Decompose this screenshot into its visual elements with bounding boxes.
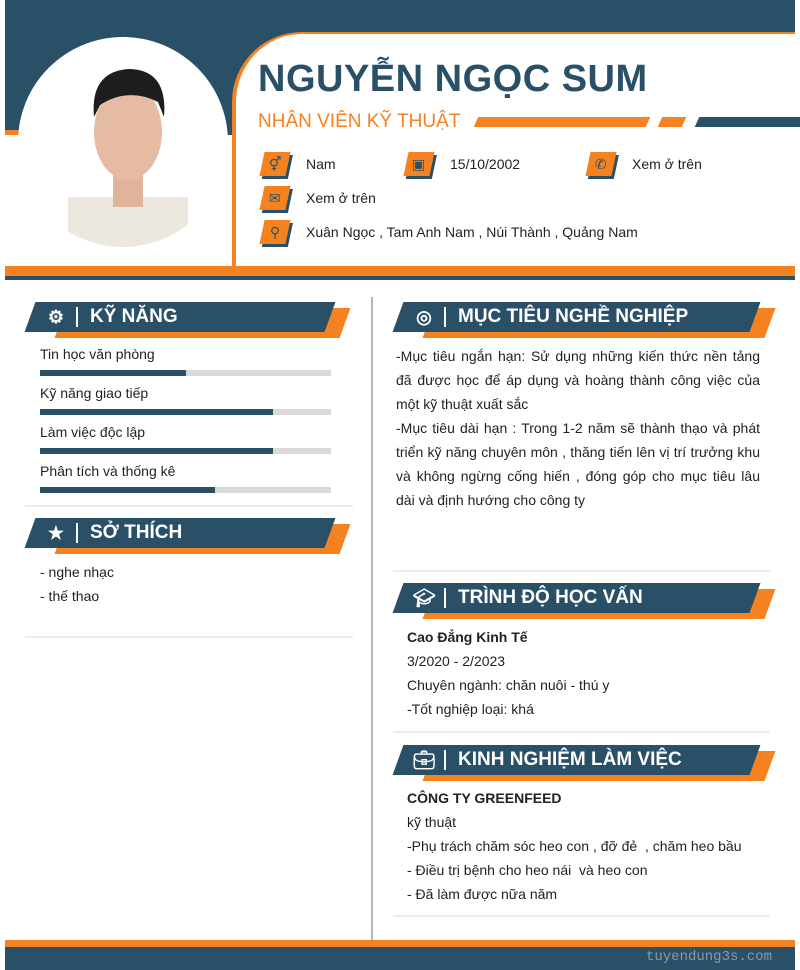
short-term-goal: -Mục tiêu ngắn hạn: Sử dụng những kiến thức nền tảng đã được học để áp dụng và hoàng thành công việc của một kỹ thuật xuất sắc bbox=[396, 348, 760, 412]
avatar bbox=[18, 37, 228, 247]
education-grade: -Tốt nghiệp loại: khá bbox=[407, 701, 534, 717]
phone-icon: ✆ bbox=[585, 152, 616, 176]
skill-progress-bar bbox=[40, 448, 331, 454]
address-info bbox=[262, 220, 638, 244]
skill-item bbox=[40, 424, 331, 454]
location-pin-icon: ⚲ bbox=[259, 220, 290, 244]
gender-value: Nam bbox=[306, 156, 336, 172]
experience-line: - Đã làm được nữa năm bbox=[407, 886, 558, 902]
phone-info bbox=[588, 152, 702, 176]
hobby-item: - thế thao bbox=[40, 588, 100, 604]
long-term-goal: -Mục tiêu dài hạn : Trong 1-2 năm sẽ thành thạo và phát triển kỹ năng chuyên môn , thăng tiến lên vị trí trưởng khu và không ngừng cống hiến , đóng góp cho mục tiêu lâu dài và định hướng cho công ty bbox=[396, 420, 760, 508]
gender-info bbox=[262, 152, 336, 176]
section-title: TRÌNH ĐỘ HỌC VẤN bbox=[458, 587, 643, 608]
skill-progress-fill bbox=[40, 487, 215, 493]
education-period: 3/2020 - 2/2023 bbox=[407, 653, 506, 669]
briefcase-icon: 💼︎ bbox=[412, 749, 436, 770]
skill-progress-bar bbox=[40, 487, 331, 493]
phone-value: Xem ở trên bbox=[632, 156, 702, 172]
hobby-item: - nghe nhạc bbox=[40, 564, 114, 580]
decor-stripe bbox=[474, 117, 651, 127]
target-icon: ◎ bbox=[416, 306, 432, 327]
column-divider bbox=[371, 297, 373, 945]
candidate-name: NGUYỄN NGỌC SUM bbox=[258, 58, 648, 100]
watermark: tuyendung3s.com bbox=[645, 949, 772, 965]
section-header-objective bbox=[398, 302, 770, 338]
skill-label: Tin học văn phòng bbox=[40, 346, 155, 362]
gear-icon: ⚙ bbox=[47, 306, 65, 327]
experience-line: -Phụ trách chăm sóc heo con , đỡ đẻ , chăm heo bầu bbox=[407, 838, 742, 854]
email-info bbox=[262, 186, 376, 210]
section-header-experience bbox=[398, 745, 770, 781]
skill-label: Kỹ năng giao tiếp bbox=[40, 385, 149, 401]
skill-label: Làm việc độc lập bbox=[40, 424, 146, 440]
skill-progress-fill bbox=[40, 370, 186, 376]
birthday-value: 15/10/2002 bbox=[450, 156, 521, 172]
footer-bar bbox=[5, 940, 795, 947]
skill-progress-bar bbox=[40, 370, 331, 376]
section-header-hobbies bbox=[30, 518, 345, 554]
section-header-education bbox=[398, 583, 770, 619]
skill-progress-fill bbox=[40, 409, 273, 415]
job-title: NHÂN VIÊN KỸ THUẬT bbox=[258, 111, 461, 132]
decor-stripe bbox=[658, 117, 687, 127]
company-name: CÔNG TY GREENFEED bbox=[407, 790, 562, 806]
birthday-info bbox=[406, 152, 520, 176]
divider bbox=[393, 570, 770, 572]
accent bbox=[5, 130, 19, 135]
address-value: Xuân Ngọc , Tam Anh Nam , Núi Thành , Quảng Nam bbox=[306, 224, 638, 240]
skill-item bbox=[40, 463, 331, 493]
skill-item bbox=[40, 346, 331, 376]
education-major: Chuyên ngành: chăn nuôi - thú y bbox=[407, 677, 610, 693]
divider bbox=[25, 636, 353, 638]
graduation-cap-icon: 🎓︎ bbox=[412, 587, 436, 608]
divider-bar bbox=[5, 266, 795, 276]
school-name: Cao Đẳng Kinh Tế bbox=[407, 629, 528, 645]
section-title: MỤC TIÊU NGHỀ NGHIỆP bbox=[458, 306, 689, 327]
objective-text bbox=[396, 344, 760, 512]
portrait-image bbox=[68, 47, 188, 247]
divider bbox=[393, 915, 770, 917]
job-role: kỹ thuật bbox=[407, 814, 457, 830]
gender-icon: ⚥ bbox=[259, 152, 290, 176]
divider bbox=[393, 731, 770, 733]
divider-bar bbox=[5, 276, 795, 280]
section-header-skills bbox=[30, 302, 345, 338]
divider bbox=[25, 505, 353, 507]
skill-label: Phân tích và thống kê bbox=[40, 463, 176, 479]
email-value: Xem ở trên bbox=[306, 190, 376, 206]
envelope-icon: ✉ bbox=[259, 186, 290, 210]
skill-progress-fill bbox=[40, 448, 273, 454]
skill-progress-bar bbox=[40, 409, 331, 415]
section-title: KỸ NĂNG bbox=[90, 306, 178, 327]
experience-line: - Điều trị bệnh cho heo nái và heo con bbox=[407, 862, 648, 878]
calendar-icon: ▣ bbox=[403, 152, 434, 176]
skill-item bbox=[40, 385, 331, 415]
section-title: SỞ THÍCH bbox=[90, 522, 183, 543]
decor-stripe bbox=[695, 117, 800, 127]
star-icon: ★ bbox=[47, 522, 65, 543]
section-title: KINH NGHIỆM LÀM VIỆC bbox=[458, 749, 682, 770]
